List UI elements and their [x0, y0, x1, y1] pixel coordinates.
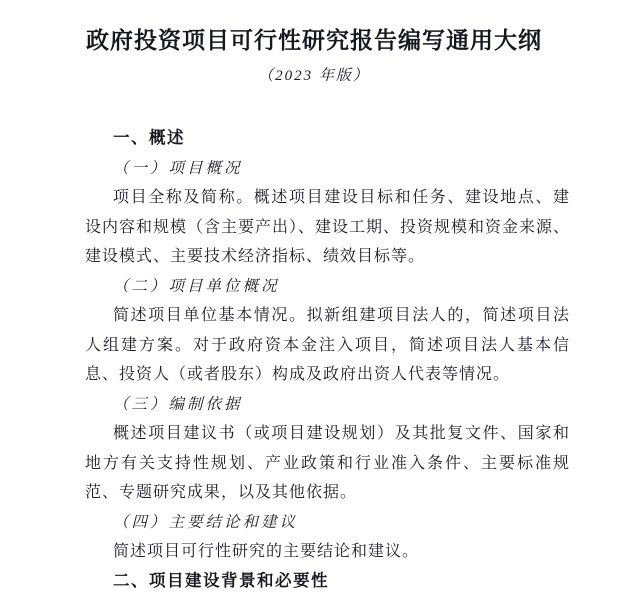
document-header: [0, 0, 628, 88]
section-heading: 一、概述: [113, 129, 185, 147]
paragraph: 项目全称及简称。概述项目建设目标和任务、建设地点、建设内容和规模（含主要产出）、建设工期、投资规模和资金来源、建设模式、主要技术经济指标、绩效目标等。: [85, 189, 571, 265]
document-body: [85, 124, 570, 592]
paragraph: 概述项目建议书（或项目建设规划）及其批复文件、国家和地方有关支持性规划、产业政策和行业准入条件、主要标准规范、专题研究成果，以及其他依据。: [85, 425, 570, 501]
paragraph: 简述项目可行性研究的主要结论和建议。: [113, 543, 420, 560]
paragraph: 简述项目单位基本情况。拟新组建项目法人的，简述项目法人组建方案。对于政府资本金注入项目，简述项目法人基本信息、投资人（或者股东）构成及政府出资人代表等情况。: [85, 307, 570, 383]
document-title: 政府投资项目可行性研究报告编写通用大纲: [86, 28, 542, 53]
subsection-heading: （三）编制依据: [113, 395, 243, 413]
subsection-heading: （一）项目概况: [113, 159, 243, 177]
document-subtitle: （2023 年版）: [258, 68, 370, 84]
subsection-heading: （二）项目单位概况: [113, 277, 280, 295]
subsection-heading: （四）主要结论和建议: [113, 513, 299, 531]
section-heading: 二、项目建设背景和必要性: [113, 571, 329, 590]
